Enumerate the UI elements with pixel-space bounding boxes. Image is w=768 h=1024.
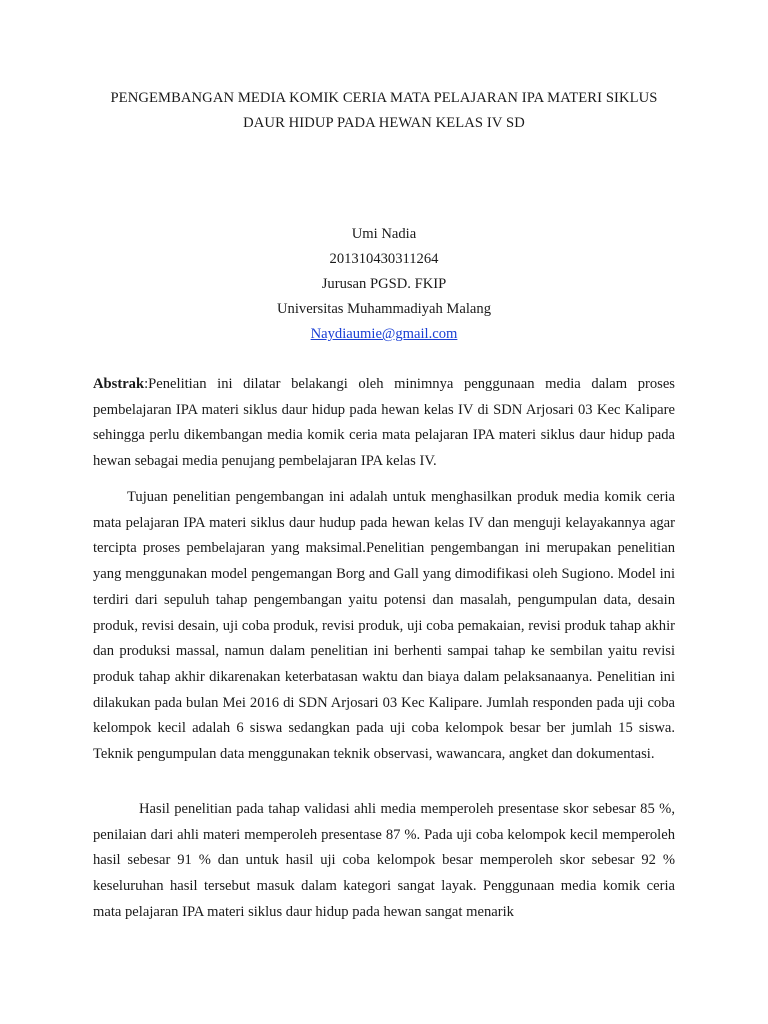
abstract-label: Abstrak — [93, 376, 145, 392]
author-department: Jurusan PGSD. FKIP — [321, 276, 447, 292]
abstract-paragraph-3: Hasil penelitian pada tahap validasi ahli media memperoleh presentase skor sebesar 85 %, penilaian dari ahli materi memperoleh presentase 87 %. Pada uji coba kelompok kecil memperoleh hasil sebesar 91 % dan untuk hasil uji coba kelompok besar memperoleh skor sebesar 92 % keseluruhan hasil tersebut masuk dalam kategori sangat layak. Penggunaan media komik ceria mata pelajaran IPA materi siklus daur hidup pada hewan sangat menarik — [93, 801, 675, 920]
abstract-paragraph-2: Tujuan penelitian pengembangan ini adalah untuk menghasilkan produk media komik ceria mata pelajaran IPA materi siklus daur hudup pada hewan kelas IV dan menguji kelayakannya agar tercipta proses pembelajaran yang maksimal.Penelitian pengembangan ini merupakan penelitian yang menggunakan model pengemangan Borg and Gall yang dimodifikasi oleh Sugiono. Model ini terdiri dari sepuluh tahap pengembangan yaitu potensi dan masalah, pengumpulan data, desain produk, revisi desain, uji coba produk, revisi produk, uji coba pemakaian, revisi produk tahap akhir dan produksi massal, namun dalam penelitian ini berhenti sampai tahap ke sembilan yaitu revisi produk tahap akhir dikarenakan keterbatasan waktu dan biaya dalam pelaksanaanya. Penelitian ini dilakukan pada bulan Mei 2016 di SDN Arjosari 03 Kec Kalipare. Jumlah responden pada uji coba kelompok kecil adalah 6 siswa sedangkan pada uji coba kelompok besar ber jumlah 15 siswa. Teknik pengumpulan data menggunakan teknik observasi, wawancara, angket dan dokumentasi. — [93, 489, 675, 763]
author-student-id: 201310430311264 — [329, 251, 439, 267]
author-block — [60, 222, 708, 347]
author-name: Umi Nadia — [351, 226, 417, 242]
title-line-2: DAUR HIDUP PADA HEWAN KELAS IV SD — [243, 115, 525, 131]
author-email-link[interactable]: Naydiaumie@gmail.com — [310, 326, 458, 342]
author-university: Universitas Muhammadiyah Malang — [277, 301, 491, 317]
abstract-paragraph-1 — [93, 372, 675, 475]
paper-title — [60, 86, 708, 136]
title-line-1: PENGEMBANGAN MEDIA KOMIK CERIA MATA PELAJARAN IPA MATERI SIKLUS — [110, 90, 658, 106]
abstract-text: :Penelitian ini dilatar belakangi oleh minimnya penggunaan media dalam proses pembelajaran IPA materi siklus daur hidup pada hewan kelas IV di SDN Arjosari 03 Kec Kalipare sehingga perlu dikembangan media komik ceria mata pelajaran IPA materi siklus daur hidup pada hewan sebagai media penujang pembelajaran IPA kelas IV. — [93, 376, 675, 470]
